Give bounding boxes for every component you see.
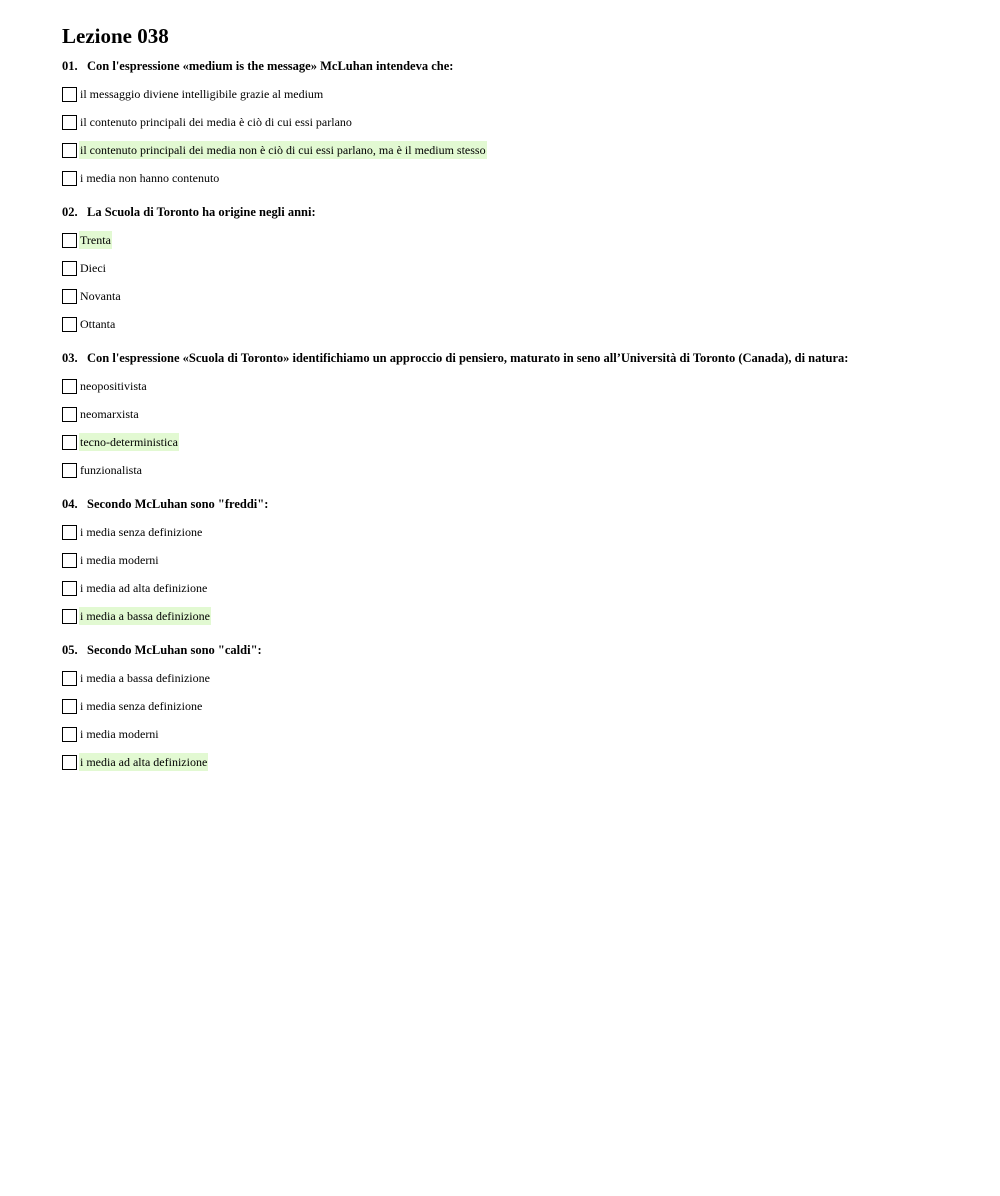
question-text: Con l'espressione «medium is the message» McLuhan intendeva che:	[87, 59, 454, 73]
answer-option[interactable]	[62, 428, 962, 456]
question-text: Secondo McLuhan sono "freddi":	[87, 497, 269, 511]
answer-option[interactable]	[62, 664, 962, 692]
question-05	[62, 642, 962, 776]
question-03	[62, 350, 962, 484]
question-02	[62, 204, 962, 338]
answer-checkbox[interactable]	[62, 115, 77, 130]
answer-text: i media moderni	[80, 727, 159, 741]
answer-checkbox[interactable]	[62, 727, 77, 742]
question-number: 05.	[62, 643, 78, 657]
answer-checkbox[interactable]	[62, 553, 77, 568]
answer-text: Ottanta	[80, 317, 116, 331]
answer-checkbox[interactable]	[62, 525, 77, 540]
answer-text: i media a bassa definizione	[80, 671, 210, 685]
answer-checkbox[interactable]	[62, 755, 77, 770]
question-01	[62, 58, 962, 192]
answer-option[interactable]	[62, 226, 962, 254]
answer-checkbox[interactable]	[62, 143, 77, 158]
question-heading	[62, 204, 962, 220]
answer-checkbox[interactable]	[62, 87, 77, 102]
answer-text: i media a bassa definizione	[80, 609, 210, 623]
lesson-title: Lezione 038	[62, 24, 169, 48]
answer-text: i media non hanno contenuto	[80, 171, 220, 185]
answer-option[interactable]	[62, 692, 962, 720]
answer-checkbox[interactable]	[62, 699, 77, 714]
answer-checkbox[interactable]	[62, 671, 77, 686]
answer-checkbox[interactable]	[62, 435, 77, 450]
quiz-page	[62, 24, 962, 788]
answer-text: neopositivista	[80, 379, 147, 393]
answer-checkbox[interactable]	[62, 171, 77, 186]
question-heading	[62, 350, 962, 366]
answer-option[interactable]	[62, 136, 962, 164]
answer-option[interactable]	[62, 748, 962, 776]
answer-text: il messaggio diviene intelligibile grazie al medium	[80, 87, 324, 101]
answer-text: tecno-deterministica	[80, 435, 178, 449]
answer-text: funzionalista	[80, 463, 142, 477]
answer-text: i media ad alta definizione	[80, 581, 208, 595]
question-number: 01.	[62, 59, 78, 73]
answer-text: i media senza definizione	[80, 525, 203, 539]
answer-text: Dieci	[80, 261, 106, 275]
answer-option[interactable]	[62, 546, 962, 574]
answer-checkbox[interactable]	[62, 463, 77, 478]
answer-checkbox[interactable]	[62, 317, 77, 332]
answer-text: il contenuto principali dei media è ciò di cui essi parlano	[80, 115, 352, 129]
question-number: 04.	[62, 497, 78, 511]
question-text: La Scuola di Toronto ha origine negli anni:	[87, 205, 316, 219]
answer-option[interactable]	[62, 456, 962, 484]
answer-text: i media moderni	[80, 553, 159, 567]
question-number: 03.	[62, 351, 78, 365]
answer-option[interactable]	[62, 282, 962, 310]
question-04	[62, 496, 962, 630]
answer-option[interactable]	[62, 602, 962, 630]
answer-text: neomarxista	[80, 407, 139, 421]
answer-checkbox[interactable]	[62, 407, 77, 422]
answer-text: i media ad alta definizione	[80, 755, 208, 769]
answer-text: il contenuto principali dei media non è ciò di cui essi parlano, ma è il medium stesso	[80, 143, 486, 157]
answer-text: Trenta	[80, 233, 111, 247]
answer-checkbox[interactable]	[62, 233, 77, 248]
answer-option[interactable]	[62, 80, 962, 108]
question-heading	[62, 58, 962, 74]
answer-option[interactable]	[62, 400, 962, 428]
answer-checkbox[interactable]	[62, 609, 77, 624]
question-heading	[62, 496, 962, 512]
answer-option[interactable]	[62, 310, 962, 338]
answer-option[interactable]	[62, 518, 962, 546]
question-number: 02.	[62, 205, 78, 219]
answer-checkbox[interactable]	[62, 261, 77, 276]
question-heading	[62, 642, 962, 658]
answer-option[interactable]	[62, 720, 962, 748]
answer-option[interactable]	[62, 108, 962, 136]
answer-text: Novanta	[80, 289, 121, 303]
answer-option[interactable]	[62, 372, 962, 400]
answer-text: i media senza definizione	[80, 699, 203, 713]
answer-checkbox[interactable]	[62, 581, 77, 596]
question-text: Con l'espressione «Scuola di Toronto» identifichiamo un approccio di pensiero, maturato in seno all’Università di Toronto (Canada), di natura:	[87, 351, 849, 365]
answer-checkbox[interactable]	[62, 379, 77, 394]
answer-option[interactable]	[62, 254, 962, 282]
question-text: Secondo McLuhan sono "caldi":	[87, 643, 262, 657]
answer-checkbox[interactable]	[62, 289, 77, 304]
answer-option[interactable]	[62, 164, 962, 192]
answer-option[interactable]	[62, 574, 962, 602]
